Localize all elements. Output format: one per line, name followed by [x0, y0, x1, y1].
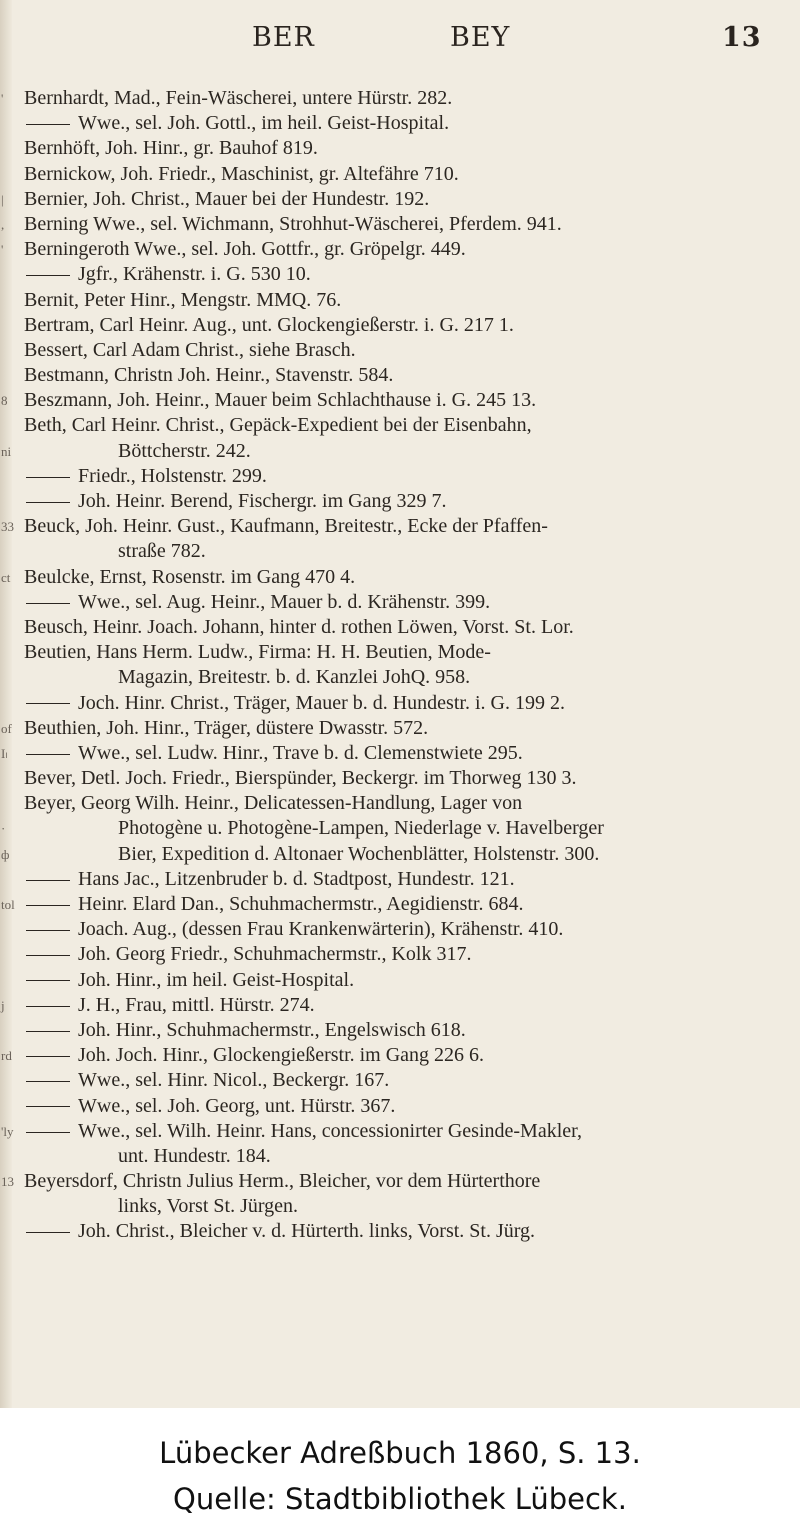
entry-text	[24, 514, 548, 539]
continuation-entry	[24, 993, 315, 1018]
margin-mark: 33	[1, 519, 14, 535]
entry-line	[0, 162, 800, 187]
ditto-dash	[26, 955, 70, 956]
continuation-entry	[24, 1219, 535, 1244]
entry-label: Jgfr., Krähenstr. i. G. 530 10.	[78, 263, 311, 286]
entry-label: Heinr. Elard Dan., Schuhmachermstr., Aegidienstr. 684.	[78, 893, 524, 915]
margin-mark: ф	[1, 846, 10, 862]
entry-text	[24, 212, 562, 237]
continuation-entry	[24, 489, 446, 514]
entry-label: Wwe., sel. Wilh. Heinr. Hans, concessionirter Gesinde-Makler,	[78, 1119, 582, 1142]
continuation-entry	[24, 917, 563, 942]
entry-label: straße 782.	[118, 540, 206, 563]
entry-label: Hans Jac., Litzenbruder b. d. Stadtpost, Hundestr. 121.	[78, 867, 515, 890]
entry-line	[0, 665, 800, 690]
entry-label: Berning Wwe., sel. Wichmann, Strohhut-Wäscherei, Pferdem. 941.	[24, 212, 562, 235]
entry-label: Magazin, Breitestr. b. d. Kanzlei JohQ. 958.	[118, 666, 471, 689]
entry-line	[0, 288, 800, 313]
ditto-dash	[26, 1132, 70, 1133]
entry-line	[0, 942, 800, 967]
continuation-entry	[24, 1094, 395, 1119]
continuation-entry	[24, 262, 311, 287]
entry-line	[0, 1119, 800, 1144]
entry-label: links, Vorst St. Jürgen.	[118, 1195, 299, 1218]
continuation-entry	[24, 942, 471, 967]
continuation-entry	[24, 892, 523, 917]
entry-line	[0, 766, 800, 791]
entry-label: Beuck, Joh. Heinr. Gust., Kaufmann, Breitestr., Ecke der Pfaffen-	[24, 515, 548, 538]
entry-text	[24, 162, 459, 187]
entry-line	[0, 716, 800, 741]
entry-text	[24, 338, 356, 363]
entry-text	[24, 1169, 540, 1194]
entry-label: Joach. Aug., (dessen Frau Krankenwärterin), Krähenstr. 410.	[78, 918, 564, 941]
entry-label: Berningeroth Wwe., sel. Joh. Gottfr., gr. Gröpelgr. 449.	[24, 238, 466, 261]
continuation-entry	[24, 590, 490, 615]
ditto-dash	[26, 754, 70, 755]
entry-line	[0, 539, 800, 564]
entry-line	[0, 262, 800, 287]
page-header	[0, 22, 800, 62]
entry-label: Bever, Detl. Joch. Friedr., Bierspünder, Beckergr. im Thorweg 130 3.	[24, 767, 577, 790]
entry-line	[0, 640, 800, 665]
entry-line	[0, 86, 800, 111]
entry-line	[0, 1169, 800, 1194]
entry-label: Bernickow, Joh. Friedr., Maschinist, gr. Altefähre 710.	[24, 162, 459, 185]
entry-line	[0, 413, 800, 438]
entry-line	[0, 363, 800, 388]
entry-text	[24, 413, 532, 438]
entry-text	[24, 615, 574, 640]
ditto-dash	[26, 1081, 70, 1082]
continuation-entry	[24, 867, 515, 892]
entry-line	[0, 489, 800, 514]
entry-label: Beusch, Heinr. Joach. Johann, hinter d. rothen Löwen, Vorst. St. Lor.	[24, 615, 574, 638]
ditto-dash	[26, 275, 70, 276]
entry-label: Joh. Heinr. Berend, Fischergr. im Gang 329 7.	[78, 490, 447, 512]
entry-text	[24, 766, 577, 791]
entry-line	[0, 1194, 800, 1219]
ditto-dash	[26, 1056, 70, 1057]
entry-label: Beyersdorf, Christn Julius Herm., Bleicher, vor dem Hürterthore	[24, 1170, 541, 1193]
entry-text	[118, 665, 470, 690]
margin-mark: ·	[1, 821, 6, 837]
entry-line	[0, 816, 800, 841]
margin-mark: ct	[1, 569, 11, 585]
ditto-dash	[26, 477, 70, 478]
entry-line	[0, 111, 800, 136]
entry-text	[24, 565, 355, 590]
margin-mark: Iₗ	[1, 745, 8, 761]
entry-text	[24, 86, 452, 111]
entry-label: Joh. Hinr., Schuhmachermstr., Engelswisch 618.	[78, 1018, 466, 1041]
entry-line	[0, 313, 800, 338]
entry-line	[0, 615, 800, 640]
margin-mark: tol	[1, 897, 15, 912]
entry-text	[24, 640, 491, 665]
entry-label: Bessert, Carl Adam Christ., siehe Brasch.	[24, 338, 356, 361]
margin-mark: ,	[1, 216, 5, 232]
entry-line	[0, 867, 800, 892]
entry-label: Beulcke, Ernst, Rosenstr. im Gang 470 4.	[24, 565, 356, 588]
margin-mark: '	[1, 242, 4, 258]
entry-label: Beutien, Hans Herm. Ludw., Firma: H. H. Beutien, Mode-	[24, 641, 491, 664]
entry-label: Friedr., Holstenstr. 299.	[78, 464, 267, 487]
ditto-dash	[26, 930, 70, 931]
entry-text	[118, 1194, 298, 1219]
entry-line	[0, 388, 800, 413]
entry-label: Beyer, Georg Wilh. Heinr., Delicatessen-Handlung, Lager von	[24, 792, 523, 815]
entry-label: Beth, Carl Heinr. Christ., Gepäck-Expedient bei der Eisenbahn,	[24, 414, 532, 437]
margin-mark: '	[1, 91, 4, 106]
entry-line	[0, 1144, 800, 1169]
entry-line	[0, 590, 800, 615]
caption-source: Quelle: Stadtbibliothek Lübeck.	[173, 1482, 627, 1516]
entry-text	[118, 439, 251, 464]
entry-text	[24, 388, 536, 413]
entry-label: Wwe., sel. Joh. Gottl., im heil. Geist-Hospital.	[78, 112, 450, 135]
entry-line	[0, 691, 800, 716]
entry-line	[0, 1094, 800, 1119]
entry-text	[118, 816, 604, 841]
continuation-entry	[24, 1018, 466, 1043]
entry-line	[0, 464, 800, 489]
entry-text	[24, 187, 429, 212]
entry-line	[0, 439, 800, 464]
entry-label: Bernier, Joh. Christ., Mauer bei der Hundestr. 192.	[24, 187, 430, 210]
entry-label: Joh. Christ., Bleicher v. d. Hürterth. links, Vorst. St. Jürg.	[78, 1220, 536, 1243]
entry-text	[24, 791, 522, 816]
entry-line	[0, 993, 800, 1018]
entry-label: Joh. Hinr., im heil. Geist-Hospital.	[78, 968, 355, 991]
entry-line	[0, 968, 800, 993]
entry-label: Bernhöft, Joh. Hinr., gr. Bauhof 819.	[24, 137, 318, 160]
entry-line	[0, 338, 800, 363]
entry-line	[0, 237, 800, 262]
header-right-keyword: BEY	[450, 22, 511, 53]
ditto-dash	[26, 603, 70, 604]
ditto-dash	[26, 124, 70, 125]
entry-line	[0, 136, 800, 161]
entry-line	[0, 1043, 800, 1068]
continuation-entry	[24, 111, 449, 136]
page-number: 13	[722, 22, 762, 53]
continuation-entry	[24, 1119, 582, 1144]
entry-label: Bernit, Peter Hinr., Mengstr. MMQ. 76.	[24, 288, 342, 311]
continuation-entry	[24, 1068, 389, 1093]
entry-line	[0, 212, 800, 237]
margin-mark: j	[1, 997, 5, 1013]
entry-label: Joch. Hinr. Christ., Träger, Mauer b. d. Hundestr. i. G. 199 2.	[78, 691, 565, 714]
entry-label: J. H., Frau, mittl. Hürstr. 274.	[78, 993, 315, 1016]
entry-label: Bestmann, Christn Joh. Heinr., Stavenstr. 584.	[24, 364, 394, 387]
directory-entries	[0, 86, 800, 1245]
entry-text	[118, 1144, 271, 1169]
ditto-dash	[26, 1031, 70, 1032]
entry-line	[0, 741, 800, 766]
entry-label: unt. Hundestr. 184.	[118, 1144, 271, 1167]
entry-label: Wwe., sel. Aug. Heinr., Mauer b. d. Krähenstr. 399.	[78, 590, 491, 613]
entry-text	[24, 288, 341, 313]
entry-label: Joh. Joch. Hinr., Glockengießerstr. im Gang 226 6.	[78, 1044, 485, 1067]
continuation-entry	[24, 691, 565, 716]
entry-text	[24, 363, 393, 388]
entry-text	[24, 313, 514, 338]
ditto-dash	[26, 1232, 70, 1233]
entry-text	[24, 716, 428, 741]
ditto-dash	[26, 880, 70, 881]
entry-label: Bernhardt, Mad., Fein-Wäscherei, untere Hürstr. 282.	[24, 87, 453, 109]
entry-text	[24, 237, 466, 262]
ditto-dash	[26, 980, 70, 981]
entry-label: Beszmann, Joh. Heinr., Mauer beim Schlachthause i. G. 245 13.	[24, 389, 537, 412]
entry-label: Wwe., sel. Hinr. Nicol., Beckergr. 167.	[78, 1069, 390, 1092]
entry-line	[0, 791, 800, 816]
entry-label: Wwe., sel. Joh. Georg, unt. Hürstr. 367.	[78, 1094, 396, 1117]
ditto-dash	[26, 1106, 70, 1107]
entry-text	[118, 539, 206, 564]
entry-text	[24, 136, 318, 161]
margin-mark: |	[1, 191, 4, 207]
entry-line	[0, 565, 800, 590]
entry-label: Böttcherstr. 242.	[118, 439, 251, 462]
ditto-dash	[26, 502, 70, 503]
margin-mark: 'ly	[1, 1123, 14, 1139]
entry-label: Bertram, Carl Heinr. Aug., unt. Glockengießerstr. i. G. 217 1.	[24, 313, 514, 336]
continuation-entry	[24, 464, 267, 489]
entry-line	[0, 842, 800, 867]
caption-title: Lübecker Adreßbuch 1860, S. 13.	[159, 1436, 641, 1470]
entry-label: Photogène u. Photogène-Lampen, Niederlage v. Havelberger	[118, 817, 604, 840]
margin-mark: of	[1, 720, 12, 736]
entry-line	[0, 1068, 800, 1093]
ditto-dash	[26, 1006, 70, 1007]
continuation-entry	[24, 1043, 484, 1068]
entry-line	[0, 917, 800, 942]
entry-label: Wwe., sel. Ludw. Hinr., Trave b. d. Clemenstwiete 295.	[78, 741, 523, 764]
entry-line	[0, 1018, 800, 1043]
entry-label: Beuthien, Joh. Hinr., Träger, düstere Dwasstr. 572.	[24, 716, 429, 739]
entry-label: Bier, Expedition d. Altonaer Wochenblätter, Holstenstr. 300.	[118, 842, 600, 865]
margin-mark: 13	[1, 1174, 14, 1190]
margin-mark: ni	[1, 443, 12, 459]
entry-line	[0, 1219, 800, 1244]
ditto-dash	[26, 703, 70, 704]
entry-line	[0, 187, 800, 212]
margin-mark: rd	[1, 1048, 12, 1064]
entry-text	[118, 842, 599, 867]
entry-label: Joh. Georg Friedr., Schuhmachermstr., Kolk 317.	[78, 943, 472, 966]
continuation-entry	[24, 741, 523, 766]
header-left-keyword: BER	[252, 22, 315, 53]
continuation-entry	[24, 968, 354, 993]
entry-line	[0, 514, 800, 539]
entry-line	[0, 892, 800, 917]
ditto-dash	[26, 905, 70, 906]
margin-mark: 8	[1, 393, 8, 409]
